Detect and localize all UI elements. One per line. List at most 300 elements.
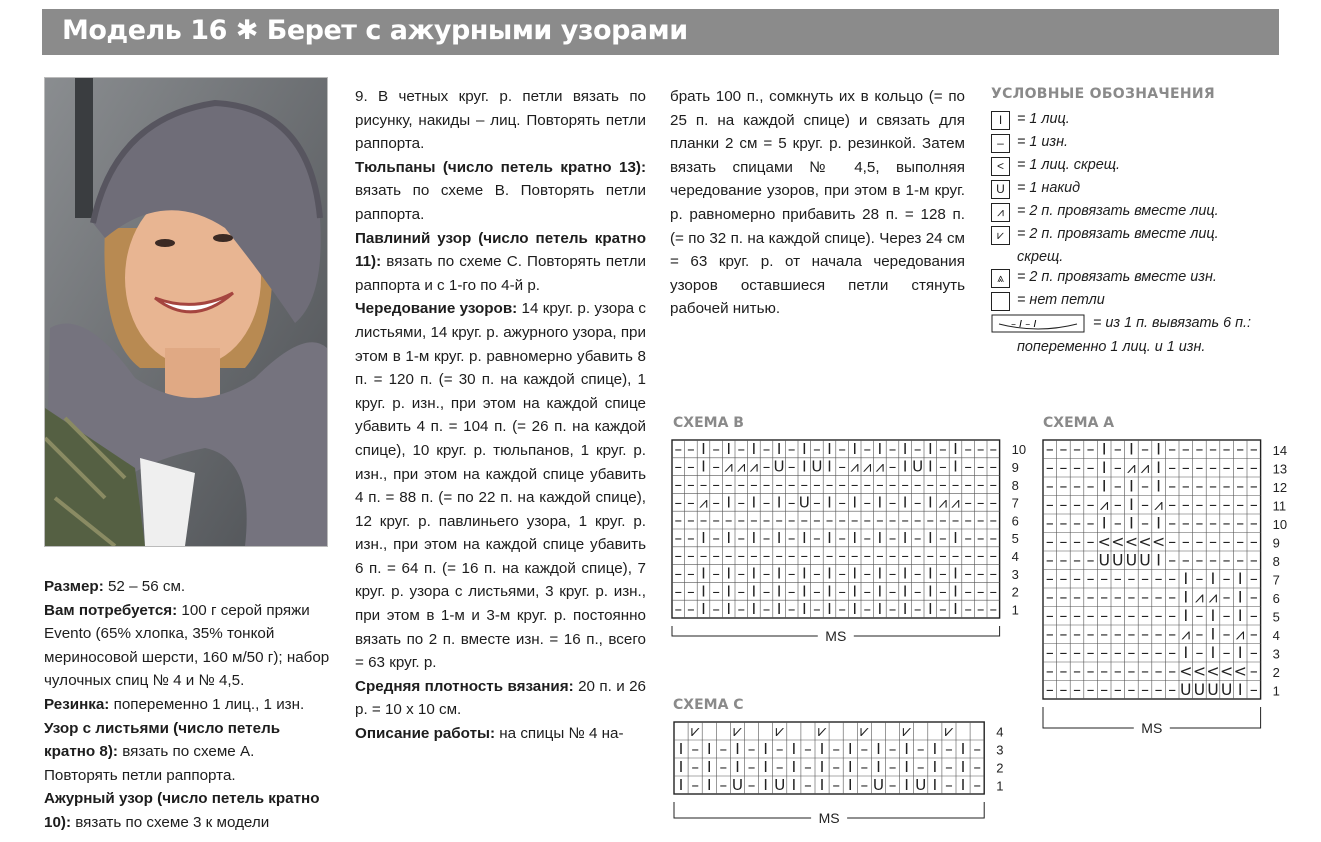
scheme-b-cell: – [762, 493, 771, 512]
scheme-b-cell: – [888, 475, 897, 494]
scheme-a-cell: – [1127, 568, 1136, 588]
scheme-b-cell: – [876, 546, 884, 565]
scheme-a-cell: – [1086, 661, 1095, 681]
scheme-b-cell: – [825, 475, 834, 494]
scheme-b-cell: – [913, 564, 922, 583]
scheme-b-cell: – [838, 493, 846, 512]
scheme-b-cell: – [863, 475, 872, 494]
scheme-b-cell: – [976, 582, 985, 601]
scheme-b-cell: I [877, 582, 883, 601]
scheme-b-cell: – [989, 582, 998, 601]
scheme-b-cell: I [802, 528, 807, 547]
scheme-a-cell: – [1141, 642, 1149, 662]
scheme-b-cell: – [800, 475, 809, 494]
scheme-a-cell: – [1059, 550, 1068, 570]
scheme-b-cell: – [989, 600, 998, 619]
scheme-a-cell: – [1059, 439, 1068, 459]
scheme-a-cell: I [1129, 476, 1134, 496]
scheme-a-cell: I [1156, 513, 1161, 533]
scheme-b-cell: I [802, 457, 807, 476]
scheme-a-cell: – [1249, 605, 1258, 625]
scheme-c-cell: I [819, 776, 825, 795]
scheme-a-cell: – [1073, 494, 1081, 514]
scheme-a-cell: – [1141, 624, 1149, 644]
scheme-b-cell: – [863, 493, 872, 512]
scheme-b-row-label: 1 [1011, 602, 1019, 618]
scheme-b-cell: I [928, 493, 933, 512]
scheme-a-cell: – [1073, 439, 1081, 459]
scheme-a-cell: – [1059, 624, 1068, 644]
scheme-a-cell: – [1100, 642, 1109, 662]
scheme-a-cell: – [1113, 457, 1122, 477]
scheme-a-cell: – [1100, 605, 1109, 625]
k2tog-tbl-icon: ⩗ [991, 226, 1010, 245]
scheme-a-cell: – [1073, 568, 1081, 588]
scheme-a-cell: I [1183, 568, 1189, 588]
scheme-c-cell: – [691, 776, 699, 795]
scheme-a-cell: – [1059, 457, 1068, 477]
scheme-b-cell: – [989, 439, 998, 458]
scheme-a-cell: – [1154, 568, 1163, 588]
scheme-a-cell: – [1154, 587, 1163, 607]
scheme-b-cell: I [953, 457, 958, 476]
scheme-c-cell: I [847, 740, 853, 759]
scheme-a-cell: – [1181, 550, 1190, 570]
scheme-a-row-label: 3 [1272, 646, 1280, 662]
scheme-a-cell: – [1127, 679, 1136, 699]
scheme-a-cell: – [1045, 642, 1054, 662]
scheme-b-cell: – [939, 511, 947, 530]
scheme-b-cell: – [926, 546, 935, 565]
scheme-b-cell: – [813, 546, 821, 565]
legend-text: = 1 накид [1017, 180, 1081, 196]
scheme-b-cell: – [964, 475, 972, 494]
rib-label: Резинка: [44, 695, 110, 713]
scheme-a-cell: – [1195, 531, 1204, 551]
scheme-b-cell: I [902, 582, 908, 601]
scheme-b-cell: I [751, 439, 757, 458]
scheme-a-cell: – [1045, 550, 1054, 570]
scheme-b-cell: I [928, 528, 933, 547]
col3-p1: брать 100 п., сомкнуть их в кольцо (= по 25 п. на каждой спице) и связать для планки 2 см = 5 круг. р. резинкой. Затем вязать спицами № 4,5, выполняя чередование узоров, при этом в 1-м круг. р. равномерно прибавить 28 п. = 128 п. (= по 32 п. на каждой спице). Через 24 см = 63 круг. р. от начала чередования узоров оставшиеся петли стянуть рабочей нитью. [670, 88, 965, 318]
scheme-b-cell: I [928, 600, 933, 619]
scheme-a-cell: ⩘ [1208, 587, 1218, 607]
size-label: Размер: [44, 578, 104, 595]
scheme-a-row-label: 11 [1272, 498, 1287, 514]
scheme-b-cell: – [737, 564, 746, 583]
scheme-a-cell: – [1195, 457, 1204, 477]
scheme-a-cell: – [1141, 476, 1149, 496]
scheme-a-cell: I [1156, 439, 1161, 459]
scheme-b-cell: – [674, 439, 683, 458]
scheme-b-cell: – [989, 475, 998, 494]
scheme-a-cell: – [1209, 494, 1217, 514]
svg-text:– I – I: – I – I [1011, 319, 1037, 330]
scheme-a-cell: – [1045, 587, 1054, 607]
title-bar [42, 9, 1279, 55]
scheme-a-cell: – [1168, 550, 1177, 570]
scheme-c-cell: ⩗ [775, 722, 785, 741]
scheme-b-cell: – [964, 564, 972, 583]
scheme-b-cell: I [902, 439, 908, 458]
scheme-b-cell: ⩘ [699, 493, 708, 512]
scheme-c-cell: I [904, 758, 909, 777]
scheme-a-cell: < [1233, 661, 1247, 681]
scheme-a-cell: – [1236, 457, 1245, 477]
scheme-a-cell: – [1222, 513, 1231, 533]
scheme-a-cell: – [1100, 568, 1109, 588]
scheme-b-cell: – [926, 475, 935, 494]
scheme-a-cell: – [1113, 568, 1122, 588]
scheme-b-cell: – [976, 493, 985, 512]
scheme-b-cell: – [888, 564, 897, 583]
scheme-b-cell: – [913, 528, 922, 547]
scheme-a-cell: I [1156, 476, 1161, 496]
purl-icon: – [991, 134, 1010, 153]
scheme-b-cell: – [888, 546, 897, 565]
legend-text: = 1 изн. [1017, 134, 1069, 150]
scheme-a-cell: – [1249, 513, 1258, 533]
peacock-label: Павлиний узор (число петель кратно 11): [355, 229, 646, 271]
lace-label: Ажурный узор (число петель кратно 10): [44, 790, 320, 831]
scheme-a-cell: – [1195, 642, 1204, 662]
scheme-b-cell: I [802, 564, 807, 583]
scheme-b-cell: – [687, 564, 695, 583]
legend-text: попеременно 1 лиц. и 1 изн. [1017, 339, 1206, 355]
scheme-b-cell: U [798, 493, 810, 512]
scheme-a-cell: – [1086, 531, 1095, 551]
scheme-b-cell: I [726, 582, 731, 601]
scheme-b-cell: – [750, 475, 758, 494]
scheme-a-cell: – [1059, 661, 1068, 681]
scheme-a-cell: – [1209, 457, 1217, 477]
scheme-c-cell: U [731, 776, 744, 795]
scheme-a-cell: – [1086, 587, 1095, 607]
scheme-a-cell: – [1141, 679, 1149, 699]
scheme-b-cell: – [687, 457, 695, 476]
scheme-a-cell: – [1073, 476, 1081, 496]
scheme-a-cell: – [1181, 457, 1190, 477]
legend-text: = 1 лиц. скрещ. [1017, 157, 1120, 173]
legend-text: = 2 п. провязать вместе изн. [1017, 269, 1217, 285]
scheme-c-cell: I [932, 740, 938, 759]
scheme-b-cell: – [863, 439, 872, 458]
col2-p1: 9. В четных круг. р. петли вязать по рисунку, накиды – лиц. Повторять петли раппорта. [355, 88, 646, 153]
scheme-c-cell: I [791, 776, 797, 795]
scheme-b-cell: – [712, 600, 720, 619]
scheme-a-cell: I [1101, 439, 1107, 459]
scheme-a-cell: – [1222, 476, 1231, 496]
scheme-b-cell: – [724, 511, 733, 530]
scheme-b-cell: ⩘ [863, 457, 872, 476]
scheme-b-cell: – [813, 475, 821, 494]
scheme-b-cell: – [687, 511, 695, 530]
legend-row [991, 108, 1311, 131]
scheme-b-cell: – [687, 439, 695, 458]
scheme-b-cell: – [888, 493, 897, 512]
scheme-b-cell: – [964, 528, 972, 547]
scheme-a-cell: – [1222, 531, 1231, 551]
scheme-c-cell: – [916, 740, 925, 759]
scheme-a-cell: I [1210, 605, 1216, 625]
legend-row [991, 223, 1311, 246]
scheme-c-ms-label: MS [818, 810, 840, 826]
k2tog-icon: ⩘ [991, 203, 1010, 222]
scheme-c-cell: I [960, 776, 966, 795]
scheme-b-cell: I [953, 600, 958, 619]
scheme-b-cell: – [838, 564, 846, 583]
scheme-a-cell: – [1168, 494, 1177, 514]
scheme-c-cell: – [775, 758, 784, 777]
scheme-a-cell: – [1073, 550, 1081, 570]
scheme-b-cell: – [737, 439, 746, 458]
scheme-b-cell: – [674, 475, 683, 494]
scheme-a-cell: – [1059, 531, 1068, 551]
scheme-c-cell: I [678, 740, 684, 759]
scheme-a-cell: – [1059, 642, 1068, 662]
scheme-b-cell: – [674, 600, 683, 619]
scheme-a-cell: I [1101, 476, 1107, 496]
scheme-b-cell: – [750, 511, 758, 530]
scheme-a-cell: ⩘ [1181, 624, 1191, 644]
alt-value: 14 круг. р. узора с листьями, 14 круг. р. ажурного узора, при этом в 1-м круг. р. равномерно убавить 8 п. = 120 п. (= 30 п. на каждой спице), 1 круг. р. изн., при этом на каждой спице убавить 4 п. = 104 п. (= 26 п. на каждой спице), 10 круг. р. тюльпанов, 1 круг. р. изн., при этом на каждой спице убавить 4 п. = 88 п. (= по 22 п. на каждой спице), 12 круг. р. павлиньего узора, 1 круг. р. изн., при этом на каждой спице убавить 6 п. = 64 п. (= 16 п. на каждой спице), 7 круг. р. узора с листьями, 3 круг. р. изн., при этом в 1-м и 3-м круг. р. постоянно вязать по 2 п. вместе изн. = 16 п., всего = 63 круг. р. [355, 300, 646, 672]
scheme-b-cell: I [827, 439, 832, 458]
desc-value: на спицы № 4 на- [495, 725, 624, 743]
scheme-b-cell: – [863, 528, 872, 547]
size-value: 52 – 56 см. [103, 578, 186, 595]
scheme-a-cell: – [1195, 605, 1204, 625]
scheme-b-cell: – [712, 511, 720, 530]
scheme-b-cell: I [852, 582, 857, 601]
scheme-a-cell: – [1100, 624, 1109, 644]
scheme-a-cell: – [1236, 531, 1245, 551]
scheme-a-row-label: 4 [1272, 627, 1280, 643]
scheme-c-cell: I [876, 758, 881, 777]
scheme-c-cell: I [763, 758, 768, 777]
scheme-c-row-label: 4 [996, 724, 1004, 740]
scheme-b-cell: – [724, 546, 733, 565]
scheme-c-cell: – [945, 758, 953, 777]
scheme-b-cell: – [951, 546, 960, 565]
scheme-a-cell: – [1249, 531, 1258, 551]
scheme-a-cell: – [1236, 439, 1245, 459]
scheme-c-cell: I [678, 776, 684, 795]
scheme-c-cell: – [691, 758, 699, 777]
scheme-b-cell: I [953, 528, 958, 547]
legend-row [991, 266, 1311, 289]
scheme-b-cell: – [699, 546, 708, 565]
scheme-a-cell: – [1181, 513, 1190, 533]
legend-row [991, 312, 1311, 336]
scheme-b-cell: – [989, 457, 998, 476]
scheme-b-cell: – [888, 439, 897, 458]
p2tog-icon: ⩓ [991, 269, 1010, 288]
scheme-a-cell: I [1129, 513, 1134, 533]
scheme-b-cell: – [901, 511, 909, 530]
scheme-c-cell: I [678, 758, 684, 777]
scheme-a-cell: I [1210, 642, 1216, 662]
scheme-c-cell: – [945, 776, 953, 795]
scheme-b-cell: – [838, 600, 846, 619]
scheme-b-cell: I [751, 582, 757, 601]
scheme-b-cell: – [787, 582, 796, 601]
scheme-b-cell: I [827, 528, 832, 547]
scheme-a-cell: – [1086, 513, 1095, 533]
scheme-b-row-label: 7 [1011, 495, 1019, 511]
scheme-b-cell: – [825, 511, 834, 530]
scheme-b-cell: – [888, 511, 897, 530]
scheme-a-cell: I [1183, 587, 1189, 607]
scheme-b-cell: – [964, 439, 972, 458]
scheme-c-cell: ⩗ [733, 722, 742, 741]
scheme-b-cell: – [976, 546, 985, 565]
scheme-a-cell: – [1073, 661, 1081, 681]
scheme-b-cell: – [989, 493, 998, 512]
scheme-a-cell: – [1249, 439, 1258, 459]
scheme-a-cell: ⩘ [1126, 457, 1136, 477]
scheme-a-cell: – [1222, 457, 1231, 477]
legend-row [991, 200, 1311, 223]
scheme-b-cell: – [863, 546, 872, 565]
scheme-a-cell: – [1222, 605, 1231, 625]
desc-label: Описание работы: [355, 725, 496, 743]
scheme-b-cell: – [913, 600, 922, 619]
scheme-b-cell: – [863, 511, 872, 530]
scheme-a-cell: – [1086, 624, 1095, 644]
scheme-a-cell: – [1045, 457, 1054, 477]
scheme-a-cell: – [1086, 439, 1095, 459]
scheme-c-cell: I [706, 776, 712, 795]
scheme-b-cell: – [876, 475, 884, 494]
scheme-a-cell: – [1045, 568, 1054, 588]
scheme-c-cell: I [735, 740, 740, 759]
scheme-b-cell: I [726, 528, 731, 547]
scheme-b-cell: I [852, 564, 857, 583]
scheme-a-cell: U [1139, 550, 1151, 570]
scheme-c-cell: I [904, 740, 909, 759]
alt-label: Чередование узоров: [355, 300, 518, 318]
scheme-b-cell: – [775, 546, 783, 565]
scheme-a-cell: – [1222, 550, 1231, 570]
scheme-b-cell: – [712, 546, 720, 565]
scheme-a-cell: – [1168, 605, 1177, 625]
scheme-b-cell: – [737, 511, 746, 530]
scheme-a-cell: I [1101, 513, 1107, 533]
scheme-a-cell: I [1129, 439, 1134, 459]
scheme-a-cell: – [1059, 476, 1068, 496]
dens-value: 20 п. и 26 р. = 10 х 10 см. [355, 677, 646, 719]
scheme-a-cell: – [1168, 568, 1177, 588]
scheme-a-cell: – [1086, 679, 1095, 699]
scheme-b-cell: – [876, 511, 884, 530]
no-stitch-icon [991, 292, 1010, 311]
scheme-b-cell: I [928, 439, 933, 458]
legend-text: скрещ. [1017, 249, 1064, 265]
scheme-b-cell: I [776, 493, 782, 512]
scheme-a-cell: I [1156, 457, 1161, 477]
scheme-a-cell: – [1168, 476, 1177, 496]
scheme-b-cell: – [939, 439, 947, 458]
scheme-a-cell: – [1222, 587, 1231, 607]
scheme-a-chart [1040, 436, 1300, 742]
scheme-b-cell: I [776, 600, 782, 619]
scheme-b-cell: ⩘ [938, 493, 948, 512]
scheme-c-cell: – [860, 776, 869, 795]
scheme-b-cell: – [787, 493, 796, 512]
scheme-a-cell: I [1210, 568, 1216, 588]
scheme-c-cell: – [860, 740, 869, 759]
scheme-a-title: СХЕМА А [1043, 415, 1115, 431]
scheme-c-cell: U [774, 776, 786, 795]
scheme-b-title: СХЕМА В [673, 415, 744, 431]
scheme-a-cell: < [1152, 531, 1166, 551]
scheme-b-cell: I [726, 600, 731, 619]
legend-row [991, 246, 1311, 266]
scheme-b-cell: – [712, 528, 720, 547]
scheme-b-cell: I [802, 600, 807, 619]
scheme-a-cell: – [1127, 642, 1136, 662]
scheme-b-cell: I [928, 457, 933, 476]
scheme-a-cell: – [1073, 531, 1081, 551]
scheme-b-cell: – [913, 582, 922, 601]
scheme-b-cell: – [787, 564, 796, 583]
scheme-a-cell: – [1249, 624, 1258, 644]
scheme-b-cell: – [976, 528, 985, 547]
scheme-a-cell: – [1249, 679, 1258, 699]
scheme-a-cell: – [1113, 476, 1122, 496]
scheme-a-row-label: 5 [1272, 609, 1280, 625]
scheme-b-cell: – [687, 475, 695, 494]
scheme-b-cell: – [976, 457, 985, 476]
scheme-b-cell: I [827, 600, 832, 619]
scheme-c-cell: I [904, 776, 909, 795]
scheme-c-row-label: 1 [996, 778, 1004, 794]
scheme-a-cell: – [1195, 494, 1204, 514]
yarn-over-icon: U [991, 180, 1010, 199]
scheme-a-row-label: 13 [1272, 461, 1288, 477]
scheme-b-row-label: 2 [1011, 584, 1019, 600]
scheme-c-cell: – [747, 758, 756, 777]
scheme-b-cell: I [701, 528, 706, 547]
scheme-a-cell: – [1113, 679, 1122, 699]
scheme-b-cell: – [976, 475, 985, 494]
scheme-b-cell: I [953, 582, 958, 601]
scheme-a-cell: – [1086, 457, 1095, 477]
scheme-a-cell: – [1249, 550, 1258, 570]
scheme-a-cell: – [1073, 587, 1081, 607]
scheme-b-cell: – [964, 457, 972, 476]
legend-row [991, 289, 1311, 312]
scheme-a-cell: – [1127, 624, 1136, 644]
scheme-a-cell: – [1209, 476, 1217, 496]
legend-text: = 1 лиц. [1017, 111, 1070, 127]
scheme-c-cell: I [932, 776, 938, 795]
scheme-b-cell: – [674, 493, 683, 512]
scheme-c-row-label: 3 [996, 742, 1004, 758]
scheme-a-cell: I [1183, 605, 1189, 625]
scheme-b-cell: – [813, 564, 821, 583]
scheme-c-cell: – [888, 740, 897, 759]
scheme-a-cell: < [1111, 531, 1125, 551]
scheme-b-cell: – [813, 528, 821, 547]
scheme-a-cell: – [1195, 568, 1204, 588]
scheme-a-cell: ⩘ [1235, 624, 1245, 644]
scheme-c-cell: ⩗ [944, 722, 954, 741]
scheme-b-cell: I [701, 439, 706, 458]
scheme-a-cell: ⩘ [1194, 587, 1204, 607]
scheme-b-cell: I [902, 493, 908, 512]
scheme-c-cell: ⩗ [817, 722, 827, 741]
